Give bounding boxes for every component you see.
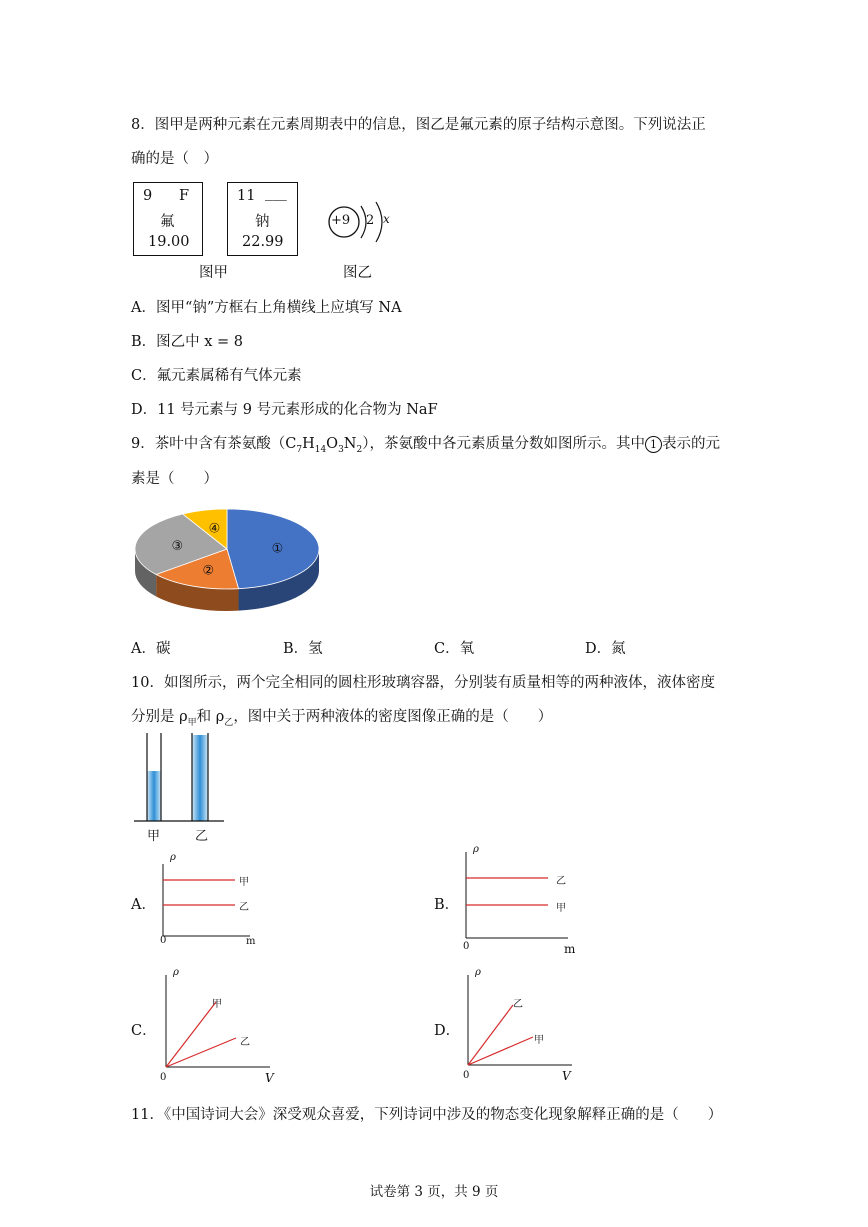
n: N bbox=[343, 436, 357, 452]
two-containers-diagram bbox=[134, 733, 226, 825]
graph-d-shallow-label: 甲 bbox=[534, 1035, 544, 1046]
pie-label-4: ④ bbox=[208, 521, 221, 537]
graph-c-origin: 0 bbox=[160, 1072, 167, 1083]
q10-option-c-label: C． bbox=[131, 1023, 157, 1039]
atomic-mass: 22.99 bbox=[242, 234, 284, 250]
graph-d-xlabel: V bbox=[562, 1069, 571, 1083]
q8-stem-line2: 确的是（ ） bbox=[131, 151, 218, 167]
graph-c-ylabel: ρ bbox=[173, 967, 179, 978]
graph-d-ylabel: ρ bbox=[475, 967, 481, 978]
pie-label-3: ③ bbox=[171, 538, 184, 554]
sub-jia: 甲 bbox=[187, 717, 197, 728]
sub-yi: 乙 bbox=[224, 717, 234, 728]
graph-b-ylabel: ρ bbox=[473, 844, 479, 855]
element-cell-sodium bbox=[227, 182, 298, 256]
graph-a-bottom-label: 乙 bbox=[239, 902, 249, 913]
q10-stem-c: ，图中关于两种液体的密度图像正确的是（ ） bbox=[233, 709, 553, 725]
atomic-number: 11 bbox=[237, 188, 256, 204]
q8-option-c: C．氟元素属稀有气体元素 bbox=[131, 368, 302, 384]
q9-stem-line2: 素是（ ） bbox=[131, 471, 218, 487]
pie-label-2: ② bbox=[202, 563, 215, 579]
q9-option-b: B．氢 bbox=[283, 641, 323, 657]
q10-option-a-label: A． bbox=[131, 897, 156, 913]
sub-o: 3 bbox=[338, 444, 344, 455]
pie-label-1: ① bbox=[271, 541, 284, 557]
graph-d-origin: 0 bbox=[463, 1070, 470, 1081]
page-footer: 试卷第 3 页，共 9 页 bbox=[369, 1184, 499, 1200]
sub-n: 2 bbox=[356, 444, 363, 455]
atomic-mass: 19.00 bbox=[148, 234, 190, 250]
sub-c: 7 bbox=[296, 444, 303, 455]
q10-stem-a: 分别是 ρ bbox=[131, 709, 188, 725]
h: H bbox=[302, 436, 315, 452]
pie-chart-3d bbox=[132, 505, 324, 620]
o: O bbox=[326, 436, 339, 452]
graph-a-origin: 0 bbox=[160, 935, 167, 946]
container-label-yi: 乙 bbox=[195, 829, 209, 844]
graph-d-steep-label: 乙 bbox=[513, 999, 523, 1010]
caption-figure-yi: 图乙 bbox=[343, 265, 372, 281]
q9-option-d: D．氮 bbox=[585, 641, 626, 657]
graph-a-ylabel: ρ bbox=[170, 852, 176, 863]
q9-stem-c: 表示的元 bbox=[661, 436, 720, 452]
nucleus-charge: +9 bbox=[331, 213, 351, 228]
q10-stem-line2 bbox=[131, 705, 552, 728]
container-label-jia: 甲 bbox=[147, 829, 161, 844]
element-symbol-blank: ___ bbox=[265, 185, 287, 201]
element-symbol: F bbox=[179, 188, 190, 204]
element-name: 氟 bbox=[160, 214, 175, 230]
q10-option-d-label: D． bbox=[434, 1023, 461, 1039]
q9-stem-line1 bbox=[131, 432, 720, 455]
graph-a-xlabel: m bbox=[246, 936, 256, 947]
q8-option-d: D．11 号元素与 9 号元素形成的化合物为 NaF bbox=[131, 402, 438, 418]
q8-option-b: B．图乙中 x = 8 bbox=[131, 334, 244, 350]
graph-c-steep-label: 甲 bbox=[212, 999, 222, 1010]
q11-stem: 11．《中国诗词大会》深受观众喜爱，下列诗词中涉及的物态变化现象解释正确的是（ ） bbox=[131, 1107, 723, 1123]
graph-a-top-label: 甲 bbox=[239, 877, 249, 888]
shell1-electrons: 2 bbox=[366, 213, 375, 228]
sub-h: 14 bbox=[314, 444, 327, 455]
graph-b-xlabel: m bbox=[564, 942, 576, 956]
q10-stem-b: 和 ρ bbox=[196, 709, 225, 725]
q9-option-a: A．碳 bbox=[131, 641, 171, 657]
q9-option-c: C．氧 bbox=[434, 641, 475, 657]
q8-stem-line1: 8．图甲是两种元素在元素周期表中的信息，图乙是氟元素的原子结构示意图。下列说法正 bbox=[131, 117, 706, 133]
q8-option-a: A．图甲“钠”方框右上角横线上应填写 NA bbox=[131, 300, 402, 316]
graph-d bbox=[460, 975, 580, 1075]
element-name: 钠 bbox=[255, 214, 270, 230]
graph-c-xlabel: V bbox=[265, 1071, 274, 1085]
atomic-number: 9 bbox=[143, 188, 153, 204]
q9-stem-a: 9．茶叶中含有茶氨酸（C bbox=[131, 436, 297, 452]
q10-stem-line1: 10．如图所示，两个完全相同的圆柱形玻璃容器，分别装有质量相等的两种液体，液体密度 bbox=[131, 675, 715, 691]
graph-b-bottom-label: 甲 bbox=[556, 903, 566, 914]
graph-c bbox=[158, 975, 278, 1075]
caption-figure-jia: 图甲 bbox=[199, 265, 228, 281]
graph-b-top-label: 乙 bbox=[556, 876, 566, 887]
q9-stem-b: ），茶氨酸中各元素质量分数如图所示。其中 bbox=[362, 436, 645, 452]
graph-c-shallow-label: 乙 bbox=[240, 1037, 250, 1048]
element-cell-fluorine bbox=[133, 182, 203, 256]
q10-option-b-label: B． bbox=[434, 897, 460, 913]
circled-number: 1 bbox=[645, 436, 662, 453]
graph-b-origin: 0 bbox=[463, 941, 470, 952]
shell2-electrons: x bbox=[383, 212, 390, 226]
